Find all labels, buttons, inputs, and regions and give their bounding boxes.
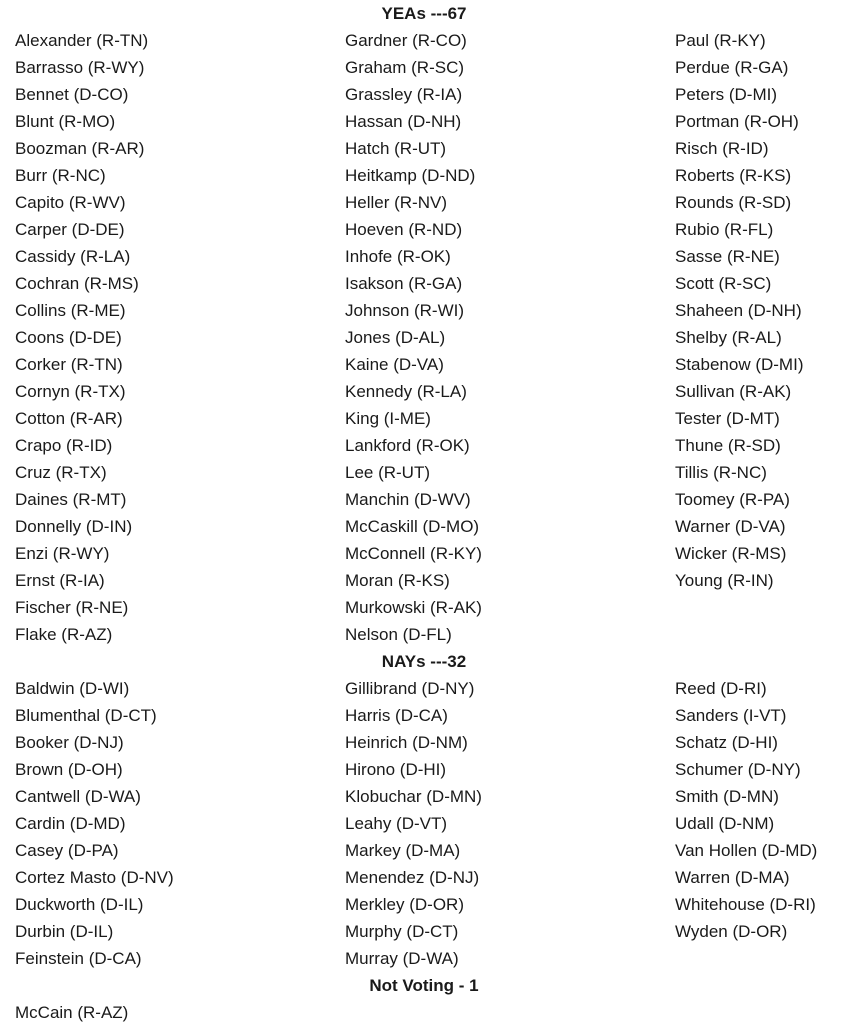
senator-name: Daines (R-MT) — [15, 490, 127, 509]
senator-name: Cornyn (R-TX) — [15, 382, 126, 401]
senator-name: Brown (D-OH) — [15, 760, 123, 779]
senator-name: Klobuchar (D-MN) — [345, 787, 482, 806]
senator-name: Murray (D-WA) — [345, 949, 459, 968]
senator-name: Smith (D-MN) — [675, 787, 779, 806]
senator-name: Coons (D-DE) — [15, 328, 122, 347]
senator-name: Cochran (R-MS) — [15, 274, 139, 293]
senator-name: Roberts (R-KS) — [675, 166, 792, 185]
senator-name: Donnelly (D-IN) — [15, 517, 133, 536]
senator-name: McCaskill (D-MO) — [345, 517, 480, 536]
senator-name: Cardin (D-MD) — [15, 814, 126, 833]
senator-name: Barrasso (R-WY) — [15, 58, 145, 77]
senator-name: Schatz (D-HI) — [675, 733, 778, 752]
senator-name: Isakson (R-GA) — [345, 274, 463, 293]
senator-name: Heller (R-NV) — [345, 193, 447, 212]
senator-name: Enzi (R-WY) — [15, 544, 110, 563]
senator-name: Jones (D-AL) — [345, 328, 446, 347]
senator-name: Feinstein (D-CA) — [15, 949, 142, 968]
senator-name: Collins (R-ME) — [15, 301, 126, 320]
senator-name: Markey (D-MA) — [345, 841, 461, 860]
senator-name: Inhofe (R-OK) — [345, 247, 451, 266]
senator-name: Burr (R-NC) — [15, 166, 106, 185]
senator-name: Grassley (R-IA) — [345, 85, 463, 104]
senator-name: Cruz (R-TX) — [15, 463, 107, 482]
yeas-column-1 — [15, 27, 315, 648]
senator-name: Hoeven (R-ND) — [345, 220, 463, 239]
senator-name: Risch (R-ID) — [675, 139, 769, 158]
senator-name: Peters (D-MI) — [675, 85, 777, 104]
senator-name: Sasse (R-NE) — [675, 247, 780, 266]
senator-name: Stabenow (D-MI) — [675, 355, 804, 374]
senator-name: Boozman (R-AR) — [15, 139, 145, 158]
senator-name: Ernst (R-IA) — [15, 571, 105, 590]
senator-name: Manchin (D-WV) — [345, 490, 471, 509]
senator-name: Sullivan (R-AK) — [675, 382, 792, 401]
senator-name: King (I-ME) — [345, 409, 431, 428]
senator-name: Toomey (R-PA) — [675, 490, 790, 509]
senator-name: Blumenthal (D-CT) — [15, 706, 157, 725]
senator-name: Harris (D-CA) — [345, 706, 448, 725]
senator-name: Duckworth (D-IL) — [15, 895, 144, 914]
yeas-column-3 — [675, 27, 848, 594]
senator-name: Carper (D-DE) — [15, 220, 125, 239]
senator-name: Cantwell (D-WA) — [15, 787, 141, 806]
senator-name: Cotton (R-AR) — [15, 409, 123, 428]
senator-name: Gillibrand (D-NY) — [345, 679, 475, 698]
senator-name: Capito (R-WV) — [15, 193, 126, 212]
senator-name: Van Hollen (D-MD) — [675, 841, 818, 860]
senator-name: Whitehouse (D-RI) — [675, 895, 816, 914]
nays-column-1 — [15, 675, 315, 972]
yeas-heading: YEAs ---67 — [381, 4, 467, 23]
senator-name: Murkowski (R-AK) — [345, 598, 482, 617]
senator-name: Warren (D-MA) — [675, 868, 790, 887]
senator-name: Portman (R-OH) — [675, 112, 799, 131]
senator-name: Cassidy (R-LA) — [15, 247, 131, 266]
senator-name: Casey (D-PA) — [15, 841, 119, 860]
not-voting-heading: Not Voting - 1 — [369, 976, 479, 995]
senator-name: Udall (D-NM) — [675, 814, 775, 833]
senator-name: Rubio (R-FL) — [675, 220, 774, 239]
senator-name: Hirono (D-HI) — [345, 760, 447, 779]
nays-column-2 — [345, 675, 645, 972]
senator-name: Merkley (D-OR) — [345, 895, 464, 914]
senator-name: Scott (R-SC) — [675, 274, 772, 293]
senator-name: Menendez (D-NJ) — [345, 868, 480, 887]
senator-name: Perdue (R-GA) — [675, 58, 789, 77]
senator-name: Schumer (D-NY) — [675, 760, 801, 779]
senator-name: Wyden (D-OR) — [675, 922, 788, 941]
senator-name: Shelby (R-AL) — [675, 328, 782, 347]
senator-name: Paul (R-KY) — [675, 31, 766, 50]
senator-name: Shaheen (D-NH) — [675, 301, 802, 320]
senator-name: Fischer (R-NE) — [15, 598, 129, 617]
senator-name: Kennedy (R-LA) — [345, 382, 467, 401]
senator-name: Gardner (R-CO) — [345, 31, 467, 50]
senator-name: Heitkamp (D-ND) — [345, 166, 476, 185]
senator-name: Corker (R-TN) — [15, 355, 123, 374]
senator-name: Kaine (D-VA) — [345, 355, 444, 374]
senator-name: Young (R-IN) — [675, 571, 774, 590]
senator-name: McCain (R-AZ) — [15, 1003, 129, 1022]
senator-name: Lankford (R-OK) — [345, 436, 470, 455]
senator-name: Sanders (I-VT) — [675, 706, 787, 725]
senator-name: Nelson (D-FL) — [345, 625, 452, 644]
senator-name: Murphy (D-CT) — [345, 922, 459, 941]
senator-name: Flake (R-AZ) — [15, 625, 113, 644]
senator-name: Alexander (R-TN) — [15, 31, 149, 50]
senator-name: Leahy (D-VT) — [345, 814, 448, 833]
nays-heading: NAYs ---32 — [381, 652, 467, 671]
senator-name: Wicker (R-MS) — [675, 544, 787, 563]
senator-name: Booker (D-NJ) — [15, 733, 124, 752]
senator-name: Tester (D-MT) — [675, 409, 780, 428]
senator-name: Johnson (R-WI) — [345, 301, 465, 320]
senator-name: Graham (R-SC) — [345, 58, 465, 77]
senator-name: Baldwin (D-WI) — [15, 679, 130, 698]
senator-name: Tillis (R-NC) — [675, 463, 767, 482]
senator-name: Reed (D-RI) — [675, 679, 767, 698]
yeas-column-2 — [345, 27, 645, 648]
senator-name: Blunt (R-MO) — [15, 112, 116, 131]
senator-name: Heinrich (D-NM) — [345, 733, 468, 752]
senator-name: Lee (R-UT) — [345, 463, 431, 482]
senator-name: Thune (R-SD) — [675, 436, 781, 455]
senator-name: Moran (R-KS) — [345, 571, 450, 590]
senator-name: Warner (D-VA) — [675, 517, 786, 536]
senator-name: Hatch (R-UT) — [345, 139, 447, 158]
nays-column-3 — [675, 675, 848, 945]
senator-name: Crapo (R-ID) — [15, 436, 113, 455]
senator-name: Bennet (D-CO) — [15, 85, 129, 104]
senator-name: Cortez Masto (D-NV) — [15, 868, 174, 887]
senator-name: Durbin (D-IL) — [15, 922, 114, 941]
senator-name: Rounds (R-SD) — [675, 193, 792, 212]
not-voting-column-1 — [15, 999, 315, 1026]
senator-name: McConnell (R-KY) — [345, 544, 482, 563]
senator-name: Hassan (D-NH) — [345, 112, 462, 131]
